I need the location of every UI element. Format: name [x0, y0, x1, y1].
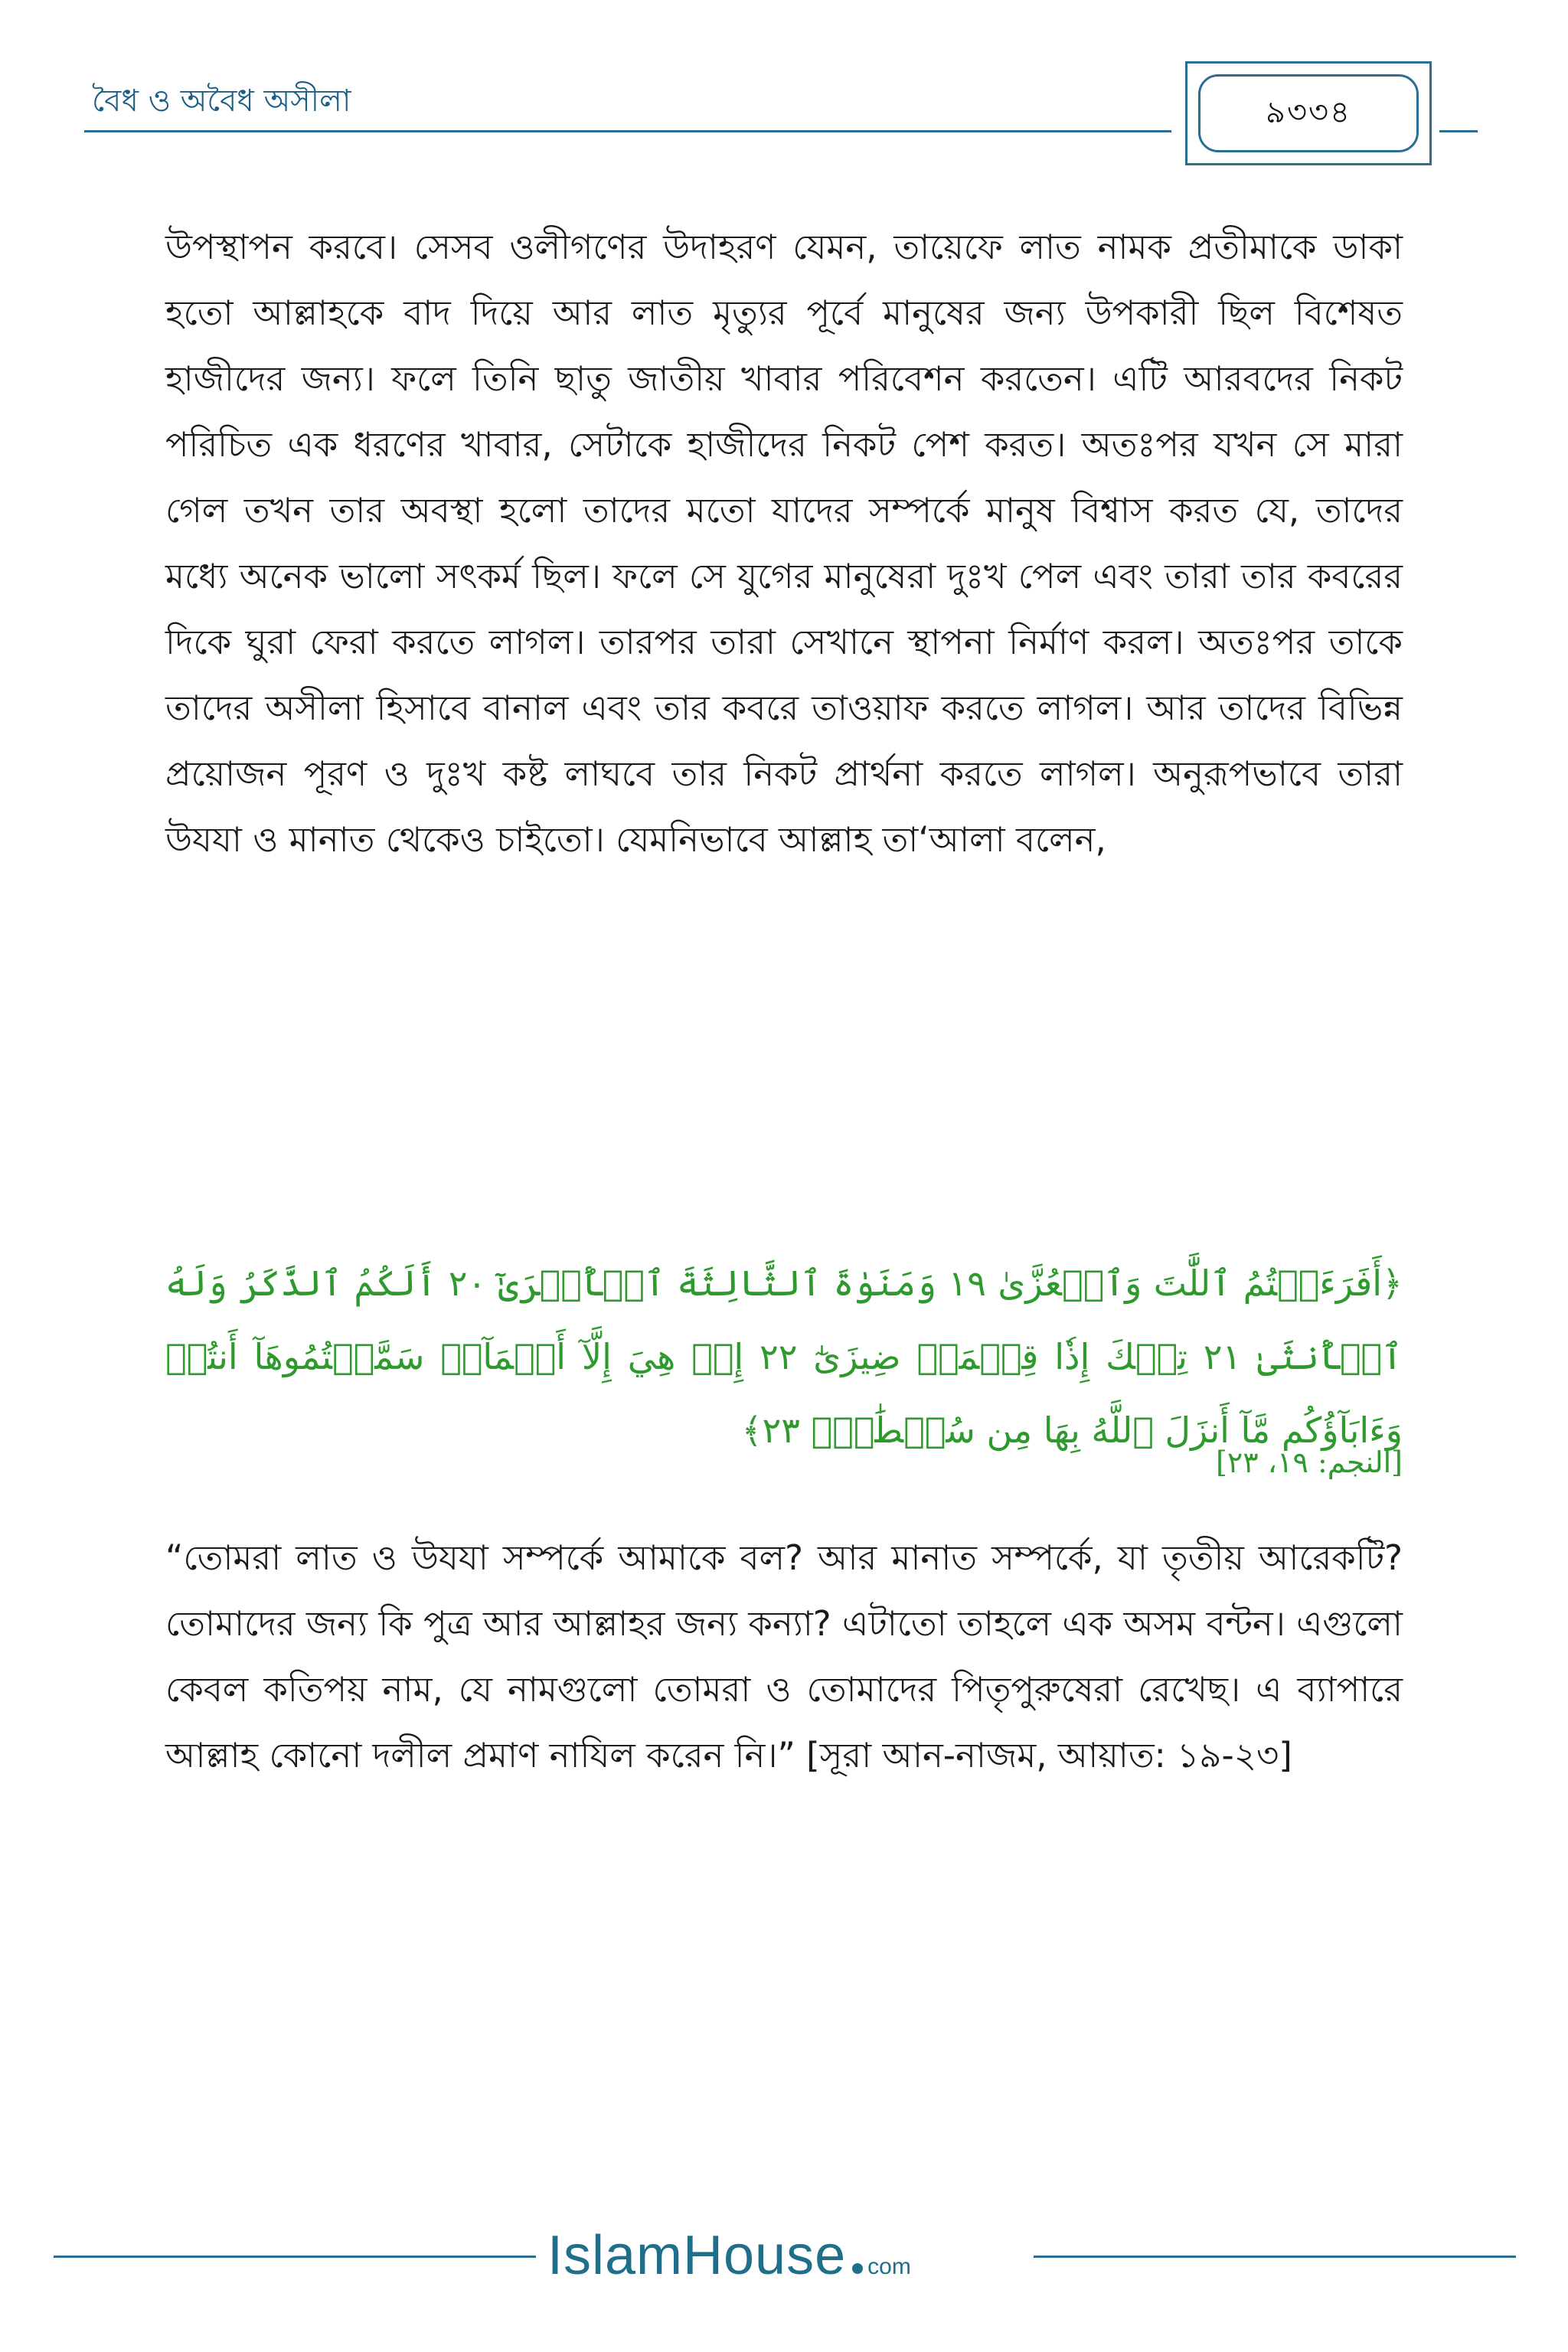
- footer-divider-left: [54, 2256, 536, 2258]
- footer-divider-right: [1034, 2256, 1516, 2258]
- verse-reference: [النجم: ١٩، ٢٣]: [1216, 1446, 1403, 1479]
- header-divider-right: [1439, 130, 1478, 132]
- body-paragraph: উপস্থাপন করবে। সেসব ওলীগণের উদাহরণ যেমন, তায়েফে লাত নামক প্রতীমাকে ডাকা হতো আল্লাহকে বাদ দিয়ে আর লাত মৃত্যুর পূর্বে মানুষের জন্য উপকারী ছিল বিশেষত হাজীদের জন্য। ফলে তিনি ছাতু জাতীয় খাবার পরিবেশন করতেন। এটি আরবদের নিকট পরিচিত এক ধরণের খাবার, সেটাকে হাজীদের নিকট পেশ করত। অতঃপর যখন সে মারা গেল তখন তার অবস্থা হলো তাদের মতো যাদের সম্পর্কে মানুষ বিশ্বাস করত যে, তাদের মধ্যে অনেক ভালো সৎকর্ম ছিল। ফলে সে যুগের মানুষেরা দুঃখ পেল এবং তারা তার কবরের দিকে ঘুরা ফেরা করতে লাগল। তারপর তারা সেখানে স্থাপনা নির্মাণ করল। অতঃপর তাকে তাদের অসীলা হিসাবে বানাল এবং তার কবরে তাওয়াফ করতে লাগল। আর তাদের বিভিন্ন প্রয়োজন পূরণ ও দুঃখ কষ্ট লাঘবে তার নিকট প্রার্থনা করতে লাগল। অনুরূপভাবে তারা উযযা ও মানাত থেকেও চাইতো। যেমনিভাবে আল্লাহ তা‘আলা বলেন,: [165, 227, 1403, 860]
- dot-icon: [852, 2263, 863, 2274]
- brand-tld: com: [867, 2254, 911, 2279]
- page-number-badge: [1185, 61, 1432, 165]
- header-divider: [84, 130, 1171, 132]
- page-number: ৯৩৩৪: [1198, 74, 1419, 152]
- islamhouse-logo: [547, 2224, 911, 2285]
- quran-verse: ﴿أَفَرَءَيۡتُمُ ٱللَّٰتَ وَٱلۡعُزَّىٰ ١٩ وَمَنَوٰةَ ٱلثَّالِثَةَ ٱلۡأُخۡرَىٰٓ ٢٠ أَلَكُمُ ٱلذَّكَرُ وَلَهُ ٱلۡأُنثَىٰ ٢١ تِلۡكَ إِذٗا قِسۡمَةٞ ضِيزَىٰٓ ٢٢ إِنۡ هِيَ إِلَّآ أَسۡمَآءٞ سَمَّيۡتُمُوهَآ أَنتُمۡ وَءَابَآؤُكُم مَّآ أَنزَلَ ٱللَّهُ بِهَا مِن سُلۡطَٰنٍۚ ٢٣﴾: [165, 1263, 1403, 1451]
- book-title: বৈধ ও অবৈধ অসীলা: [92, 83, 351, 119]
- brand-name: IslamHouse: [547, 2225, 847, 2286]
- verse-translation: “তোমরা লাত ও উযযা সম্পর্কে আমাকে বল? আর মানাত সম্পর্কে, যা তৃতীয় আরেকটি? তোমাদের জন্য কি পুত্র আর আল্লাহর জন্য কন্যা? এটাতো তাহলে এক অসম বন্টন। এগুলো কেবল কতিপয় নাম, যে নামগুলো তোমরা ও তোমাদের পিতৃপুরুষেরা রেখেছ। এ ব্যাপারে আল্লাহ কোনো দলীল প্রমাণ নাযিল করেন নি।” [সূরা আন-নাজম, আয়াত: ১৯-২৩]: [165, 1537, 1403, 1775]
